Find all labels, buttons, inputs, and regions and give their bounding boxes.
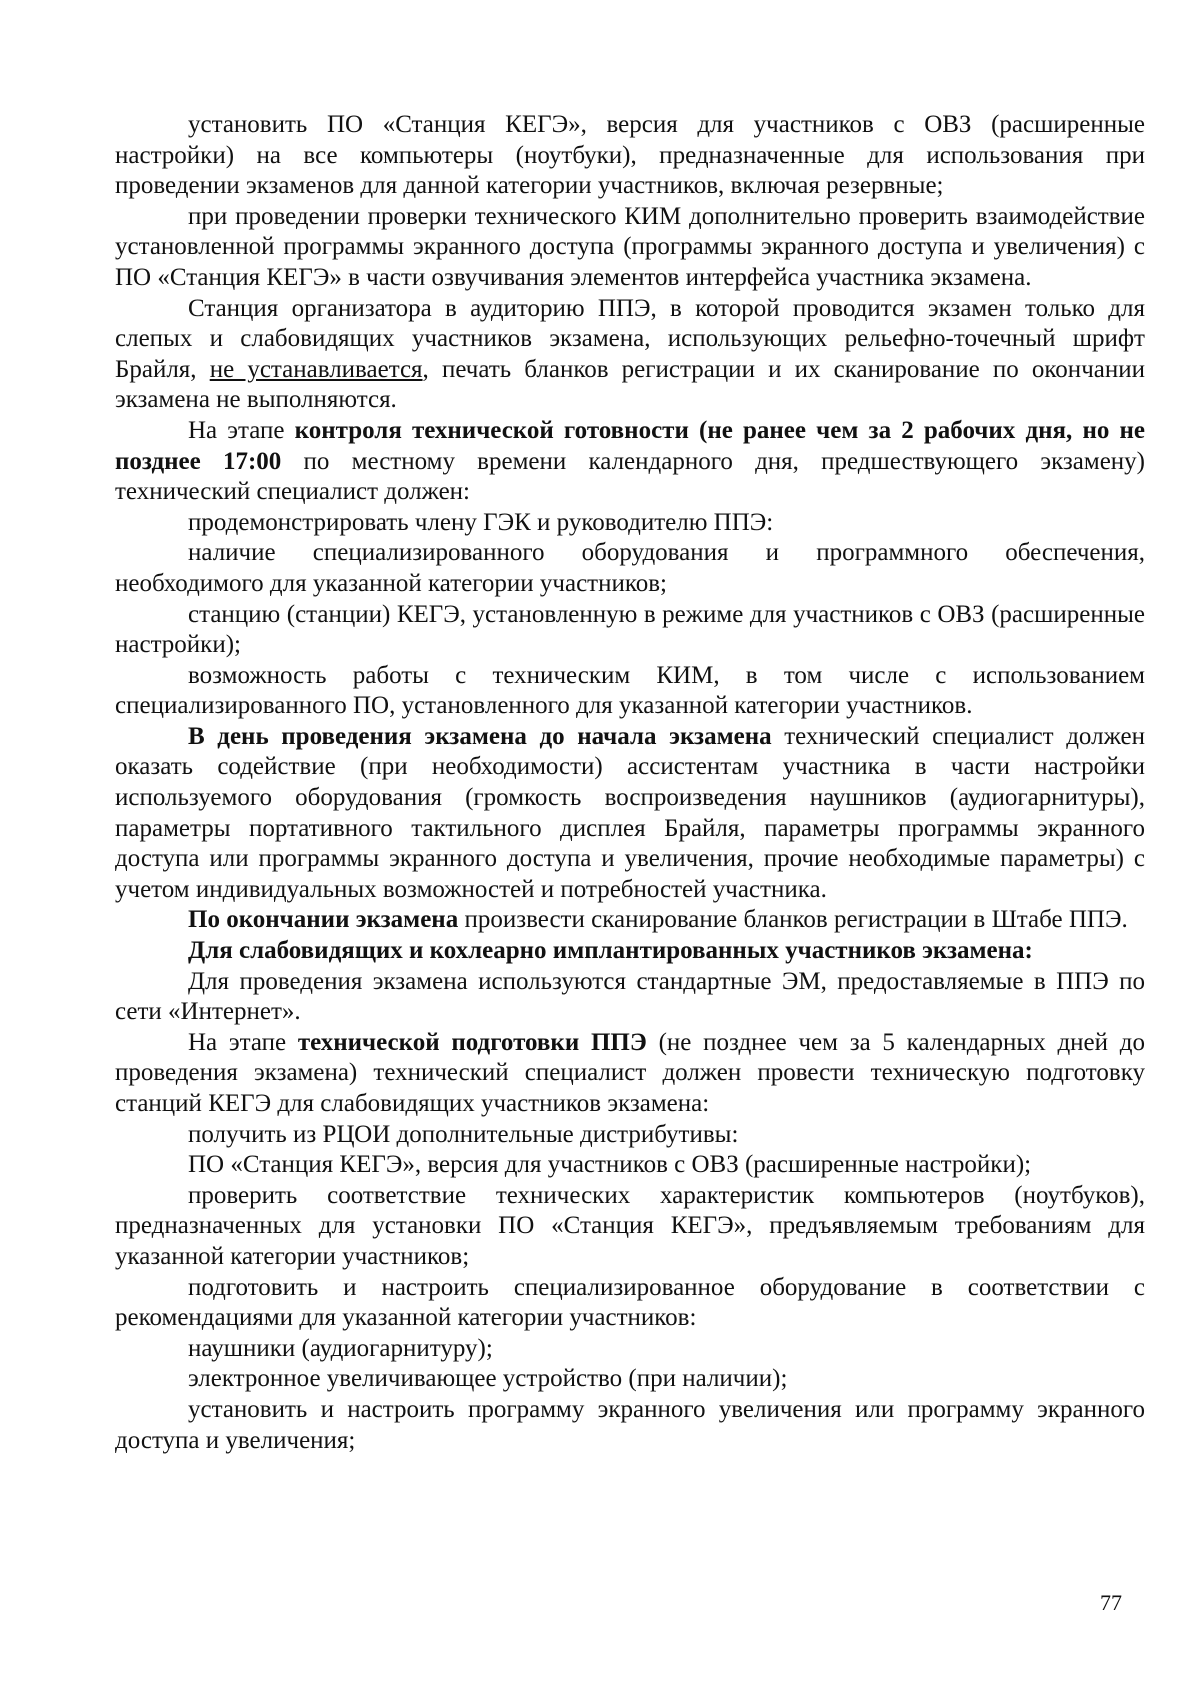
paragraph-install-software: установить ПО «Станция КЕГЭ», версия для участников с ОВЗ (расширенные настройки) на все компьютеры (ноутбуки), предназначенные для использования при проведении экзаменов для данной категории участников, включая резервные; <box>115 111 1145 200</box>
underlined-phrase: не устанавливается <box>209 355 423 383</box>
list-item-prepare-equipment: подготовить и настроить специализированное оборудование в соответствии с рекомендациями для указанной категории участников: <box>115 1273 1145 1332</box>
list-item-check-hardware: проверить соответствие технических характеристик компьютеров (ноутбуков), предназначенных для установки ПО «Станция КЕГЭ», предъявляемым требованиям для указанной категории участников; <box>115 1181 1145 1270</box>
paragraph-readiness-control: На этапе контроля технической готовности (не ранее чем за 2 рабочих дня, но не позднее 17:00 по местному времени календарного дня, предшествующего экзамену) технический специалист должен: <box>115 416 1146 506</box>
page-number: 77 <box>1100 1590 1122 1615</box>
bold-phrase: В день проведения экзамена до начала экзамена <box>188 722 772 750</box>
list-item-station-software: ПО «Станция КЕГЭ», версия для участников с ОВЗ (расширенные настройки); <box>188 1151 1032 1179</box>
list-item-magnifier: электронное увеличивающее устройство (при наличии); <box>188 1365 788 1393</box>
list-item-headphones: наушники (аудиогарнитуру); <box>188 1334 493 1362</box>
paragraph-organizer-station: Станция организатора в аудиторию ППЭ, в которой проводится экзамен только для слепых и слабовидящих участников экзамена, использующих рельефно-точечный шрифт Брайля, не устанавливается, печать бланков регистрации и их сканирование по окончании экзамена не выполняются. <box>115 294 1145 414</box>
section-heading-low-vision: Для слабовидящих и кохлеарно имплантированных участников экзамена: <box>188 937 1033 965</box>
list-intro-distributives: получить из РЦОИ дополнительные дистрибутивы: <box>188 1120 739 1148</box>
bold-phrase: контроля технической готовности (не ранее чем за 2 рабочих дня, но не позднее 17:00 <box>115 416 1146 475</box>
paragraph-check-technical-kim: при проведении проверки технического КИМ дополнительно проверить взаимодействие установленной программы экранного доступа (программы экранного доступа и увеличения) с ПО «Станция КЕГЭ» в части озвучивания элементов интерфейса участника экзамена. <box>115 202 1145 291</box>
paragraph-after-exam: По окончании экзамена произвести сканирование бланков регистрации в Штабе ППЭ. <box>188 906 1128 934</box>
paragraph-technical-preparation: На этапе технической подготовки ППЭ (не позднее чем за 5 календарных дней до проведения экзамена) технический специалист должен провести техническую подготовку станций КЕГЭ для слабовидящих участников экзамена: <box>115 1028 1145 1117</box>
paragraph-exam-day: В день проведения экзамена до начала экзамена технический специалист должен оказать содействие (при необходимости) ассистентам участника в части настройки используемого оборудования (громкость воспроизведения наушников (аудиогарнитуры), параметры портативного тактильного дисплея Брайля, параметры программы экранного доступа или программы экранного доступа и увеличения, прочие необходимые параметры) с учетом индивидуальных возможностей и потребностей участника. <box>115 722 1146 903</box>
list-item-screen-magnification: установить и настроить программу экранного увеличения или программу экранного доступа и увеличения; <box>115 1395 1145 1454</box>
document-page <box>115 110 1145 1456</box>
list-item-stations: станцию (станции) КЕГЭ, установленную в режиме для участников с ОВЗ (расширенные настройки); <box>115 600 1145 659</box>
bold-phrase: технической подготовки ППЭ <box>297 1028 647 1056</box>
list-item-equipment: наличие специализированного оборудования и программного обеспечения, необходимого для указанной категории участников; <box>115 539 1145 597</box>
list-item-kim-work: возможность работы с техническим КИМ, в том числе с использованием специализированного ПО, установленного для указанной категории участников. <box>115 661 1145 720</box>
list-intro-demonstrate: продемонстрировать члену ГЭК и руководителю ППЭ: <box>188 508 774 536</box>
bold-phrase: По окончании экзамена <box>188 906 459 934</box>
paragraph-standard-em: Для проведения экзамена используются стандартные ЭМ, предоставляемые в ППЭ по сети «Интернет». <box>115 967 1145 1026</box>
